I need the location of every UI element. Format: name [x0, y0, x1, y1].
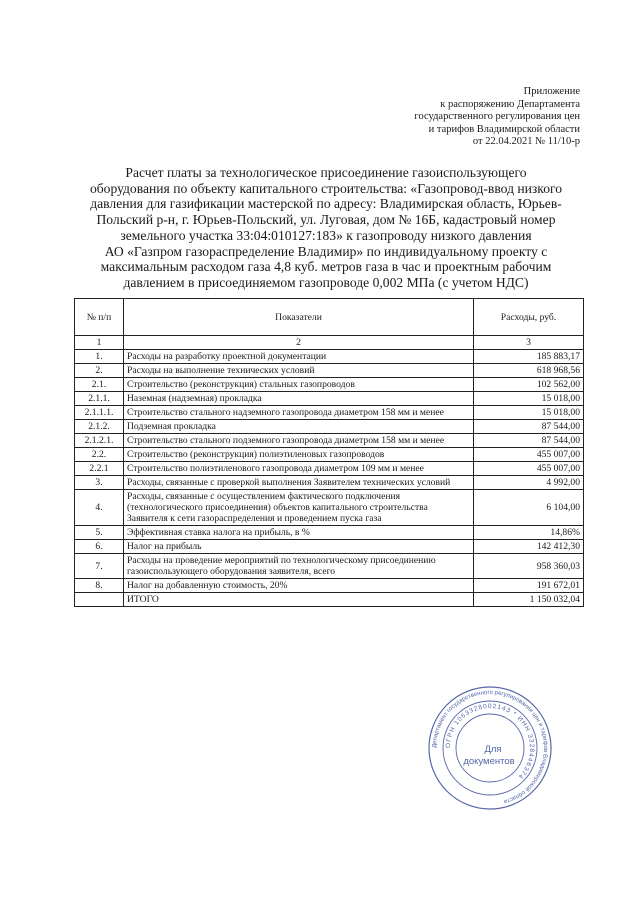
row-cost: 87 544,00: [474, 434, 584, 448]
table-row: [75, 462, 584, 476]
table-row: [75, 476, 584, 490]
appendix-line: государственного регулирования цен: [414, 111, 580, 123]
row-number: 6.: [75, 540, 124, 554]
row-indicator: Расходы на проведение мероприятий по технологическому присоединению газоиспользующего оборудования заявителя, всего: [124, 554, 474, 579]
row-number: 2.1.2.: [75, 420, 124, 434]
row-cost: 455 007,00: [474, 448, 584, 462]
title-line: давления для газификации мастерской по адресу: Владимирская область, Юрьев-: [90, 196, 562, 212]
row-indicator: Строительство (реконструкция) полиэтиленовых газопроводов: [124, 448, 474, 462]
row-cost: 6 104,00: [474, 490, 584, 526]
table-header-row: [75, 299, 584, 336]
table-row: [75, 579, 584, 593]
row-cost: 958 360,03: [474, 554, 584, 579]
row-number: 2.2.1: [75, 462, 124, 476]
row-number: 2.: [75, 364, 124, 378]
title-line: Расчет платы за технологическое присоединение газоиспользующего: [125, 165, 527, 180]
row-indicator: Подземная прокладка: [124, 420, 474, 434]
row-indicator: Эффективная ставка налога на прибыль, в %: [124, 526, 474, 540]
row-indicator: Строительство стального надземного газопровода диаметром 158 мм и менее: [124, 406, 474, 420]
title-line: Польский р-н, г. Юрьев-Польский, ул. Луговая, дом № 16Б, кадастровый номер: [96, 212, 556, 228]
table-row: [75, 350, 584, 364]
column-index-row: [75, 336, 584, 350]
svg-text:ОГРН 1063328002143 * ИНН 33284: [445, 703, 535, 780]
appendix-line: к распоряжению Департамента: [440, 98, 580, 110]
official-seal: [426, 684, 554, 812]
row-number: [75, 593, 124, 607]
row-cost: 185 883,17: [474, 350, 584, 364]
row-cost: 455 007,00: [474, 462, 584, 476]
row-number: 8.: [75, 579, 124, 593]
seal-ring-text: Департамент государственного регулирования цен и тарифов Владимирской области: [431, 689, 549, 805]
row-cost: 102 562,00: [474, 378, 584, 392]
appendix-line: и тарифов Владимирской области: [428, 123, 580, 135]
appendix-title: Приложение: [523, 86, 580, 97]
title-line: АО «Газпром газораспределение Владимир» по индивидуальному проекту с: [104, 243, 548, 259]
row-cost: 14,86%: [474, 526, 584, 540]
row-indicator: Расходы, связанные с проверкой выполнения Заявителем технических условий: [124, 476, 474, 490]
row-indicator: Расходы на выполнение технических условий: [124, 364, 474, 378]
row-cost: 618 968,56: [474, 364, 584, 378]
row-indicator: ИТОГО: [124, 593, 474, 607]
row-cost: 15 018,00: [474, 392, 584, 406]
row-indicator: Налог на прибыль: [124, 540, 474, 554]
appendix-header: [340, 86, 580, 149]
row-number: 2.2.: [75, 448, 124, 462]
row-cost: 87 544,00: [474, 420, 584, 434]
column-header-indicators: Показатели: [124, 299, 474, 336]
table-row: [75, 526, 584, 540]
row-number: 1.: [75, 350, 124, 364]
row-indicator: Расходы, связанные с осуществлением фактического подключения (технологического присоединения) объектов капитального строительства Заявителя к сети газораспределения и проведением пуска газа: [124, 490, 474, 526]
table-row: [75, 420, 584, 434]
row-number: 2.1.1.: [75, 392, 124, 406]
table-row: [75, 448, 584, 462]
row-number: 5.: [75, 526, 124, 540]
table-row: [75, 364, 584, 378]
table-row: [75, 490, 584, 526]
row-number: 2.1.2.1.: [75, 434, 124, 448]
row-number: 4.: [75, 490, 124, 526]
title-line: оборудования по объекту капитального строительства: «Газопровод-ввод низкого: [89, 180, 563, 196]
table-row: [75, 406, 584, 420]
table-row: [75, 378, 584, 392]
title-line: давлением в присоединяемом газопроводе 0,002 МПа (с учетом НДС): [123, 274, 529, 290]
appendix-date: от 22.04.2021 № 11/10-р: [472, 136, 580, 148]
column-index: 3: [474, 336, 584, 350]
row-cost: 15 018,00: [474, 406, 584, 420]
cost-table: [74, 298, 584, 607]
row-cost: 142 412,30: [474, 540, 584, 554]
seal-number-text: ОГРН 1063328002143 * ИНН 3328446374: [444, 702, 536, 781]
row-number: 2.1.1.1.: [75, 406, 124, 420]
seal-center-line1: Для: [484, 744, 502, 755]
row-number: 7.: [75, 554, 124, 579]
row-indicator: Налог на добавленную стоимость, 20%: [124, 579, 474, 593]
row-cost: 191 672,01: [474, 579, 584, 593]
table-row: [75, 554, 584, 579]
row-indicator: Расходы на разработку проектной документации: [124, 350, 474, 364]
row-cost: 1 150 032,04: [474, 593, 584, 607]
table-row: [75, 434, 584, 448]
seal-center-line2: документов: [463, 756, 515, 767]
row-indicator: Строительство стального подземного газопровода диаметром 158 мм и менее: [124, 434, 474, 448]
column-header-number: № п/п: [75, 299, 124, 336]
table-row: [75, 540, 584, 554]
row-number: 2.1.: [75, 378, 124, 392]
table-row: [75, 593, 584, 607]
title-line: земельного участка 33:04:010127:183» к газопроводу низкого давления: [120, 227, 532, 243]
column-header-cost: Расходы, руб.: [474, 299, 584, 336]
column-index: 1: [75, 336, 124, 350]
row-indicator: Строительство полиэтиленового газопровода диаметром 109 мм и менее: [124, 462, 474, 476]
title-line: максимальным расходом газа 4,8 куб. метров газа в час и проектным рабочим: [100, 259, 552, 275]
row-cost: 4 992,00: [474, 476, 584, 490]
document-title: [70, 165, 582, 291]
table-row: [75, 392, 584, 406]
row-indicator: Наземная (надземная) прокладка: [124, 392, 474, 406]
column-index: 2: [124, 336, 474, 350]
row-indicator: Строительство (реконструкция) стальных газопроводов: [124, 378, 474, 392]
row-number: 3.: [75, 476, 124, 490]
